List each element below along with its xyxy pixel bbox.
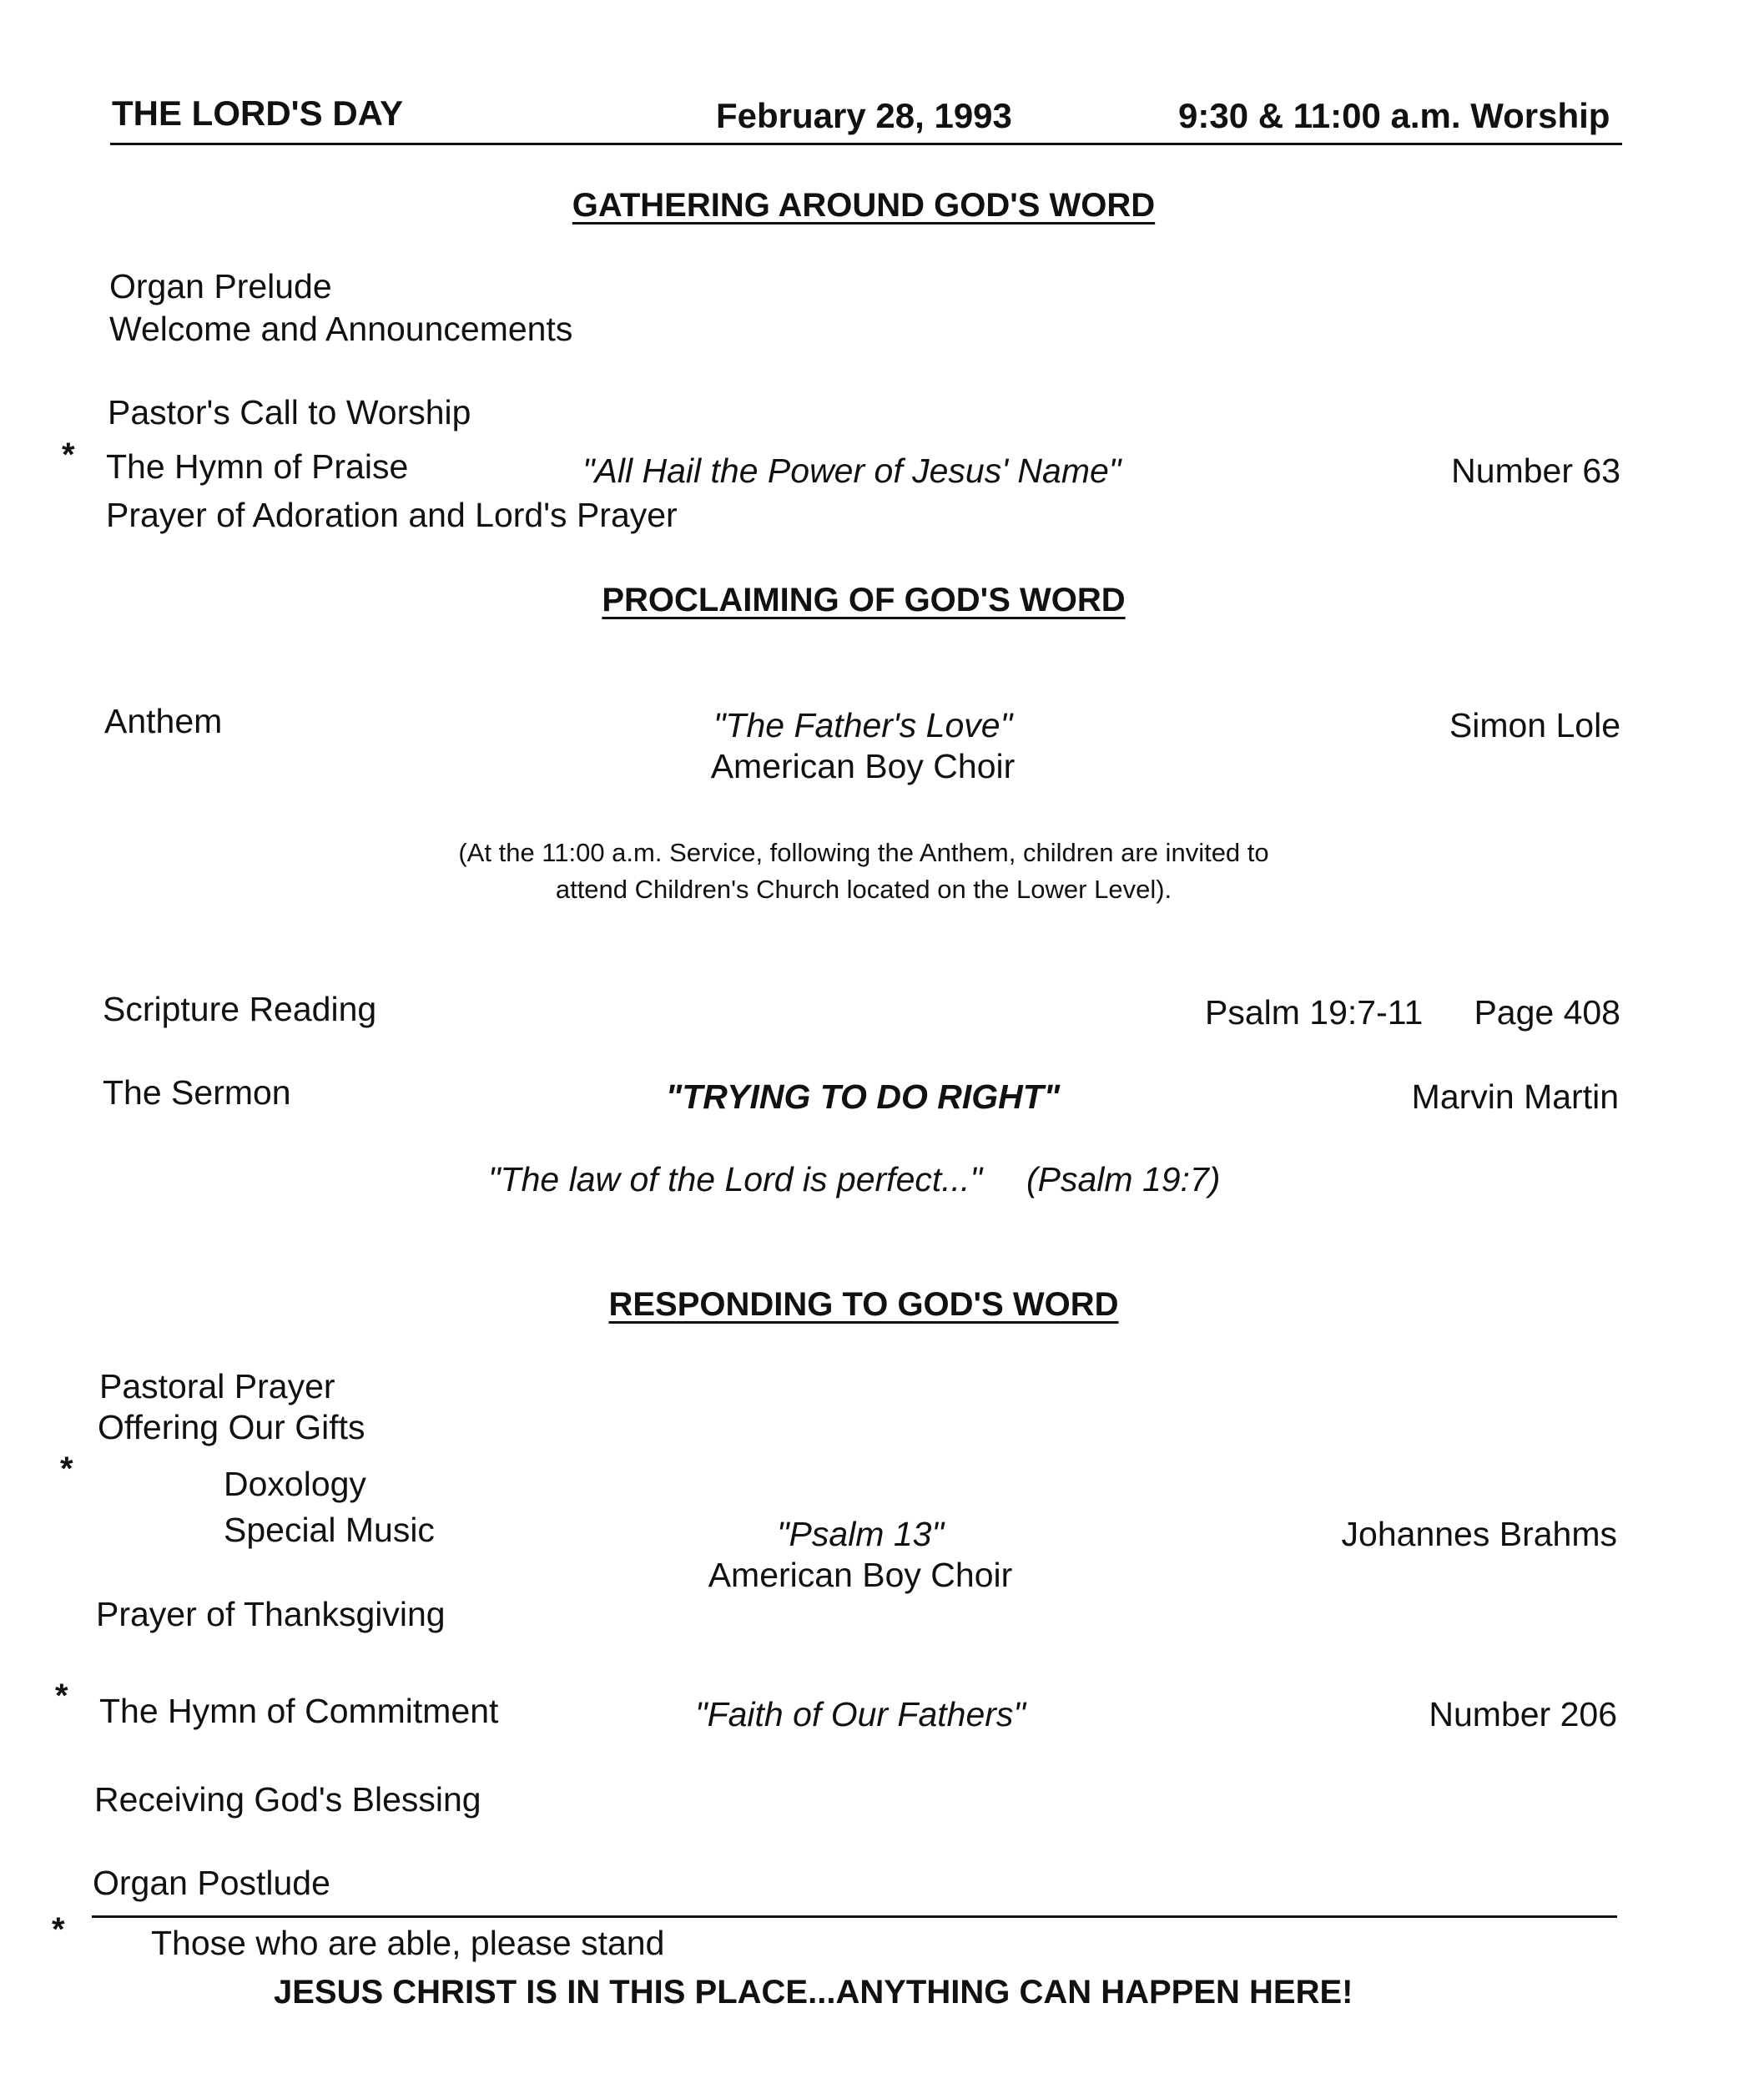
prayer-thanksgiving: Prayer of Thanksgiving [96,1595,446,1633]
prayer-adoration: Prayer of Adoration and Lord's Prayer [106,496,678,534]
header-title: THE LORD'S DAY [112,93,404,133]
hymn-praise-number: Number 63 [1451,452,1620,490]
childrens-church-note-line2: attend Children's Church located on the Lower Level). [555,875,1172,904]
anthem-composer: Simon Lole [1449,706,1620,744]
closing-tagline: JESUS CHRIST IS IN THIS PLACE...ANYTHING CAN HAPPEN HERE! [274,1974,1353,2011]
section-proclaiming-heading: PROCLAIMING OF GOD'S WORD [602,582,1126,618]
stand-marker: * [55,1678,68,1714]
offering-gifts: Offering Our Gifts [98,1408,365,1446]
pastoral-prayer: Pastoral Prayer [99,1367,335,1405]
section-gathering-heading: GATHERING AROUND GOD'S WORD [572,187,1156,224]
call-to-worship: Pastor's Call to Worship [108,393,471,431]
stand-marker: * [60,1451,73,1487]
hymn-commitment-label: The Hymn of Commitment [99,1692,499,1730]
special-music-performer: American Boy Choir [708,1556,1013,1594]
childrens-church-note-line1: (At the 11:00 a.m. Service, following the Anthem, children are invited to [458,838,1269,867]
special-music-label: Special Music [224,1511,435,1549]
special-music-title: "Psalm 13" [776,1515,944,1553]
organ-prelude: Organ Prelude [109,267,332,305]
doxology: Doxology [224,1465,366,1503]
stand-marker: * [62,436,75,473]
hymn-commitment-number: Number 206 [1429,1695,1617,1733]
hymn-praise-title: "All Hail the Power of Jesus' Name" [582,452,1121,490]
sermon-preacher: Marvin Martin [1411,1077,1619,1116]
special-music-composer: Johannes Brahms [1341,1515,1617,1553]
footer-rule [92,1915,1617,1918]
scripture-label: Scripture Reading [103,990,377,1028]
section-responding-heading: RESPONDING TO GOD'S WORD [608,1286,1119,1323]
sermon-title: "TRYING TO DO RIGHT" [665,1077,1061,1116]
hymn-praise-label: The Hymn of Praise [106,447,409,486]
sermon-label: The Sermon [103,1073,291,1112]
scripture-page: Page 408 [1474,993,1620,1032]
hymn-commitment-title: "Faith of Our Fathers" [695,1695,1026,1733]
scripture-reference: Psalm 19:7-11 [1205,993,1424,1032]
anthem-performer: American Boy Choir [710,747,1016,785]
welcome-announcements: Welcome and Announcements [109,310,573,348]
header-rule [110,143,1622,145]
anthem-title: "The Father's Love" [713,706,1013,744]
stand-note: Those who are able, please stand [151,1924,665,1962]
header-times: 9:30 & 11:00 a.m. Worship [1178,96,1610,135]
receiving-blessing: Receiving God's Blessing [94,1780,481,1819]
sermon-quote-reference: (Psalm 19:7) [1026,1160,1221,1198]
stand-marker: * [52,1911,65,1948]
anthem-label: Anthem [104,702,223,740]
sermon-quote: "The law of the Lord is perfect..." [488,1160,982,1198]
header-date: February 28, 1993 [716,96,1012,135]
organ-postlude: Organ Postlude [93,1864,330,1902]
